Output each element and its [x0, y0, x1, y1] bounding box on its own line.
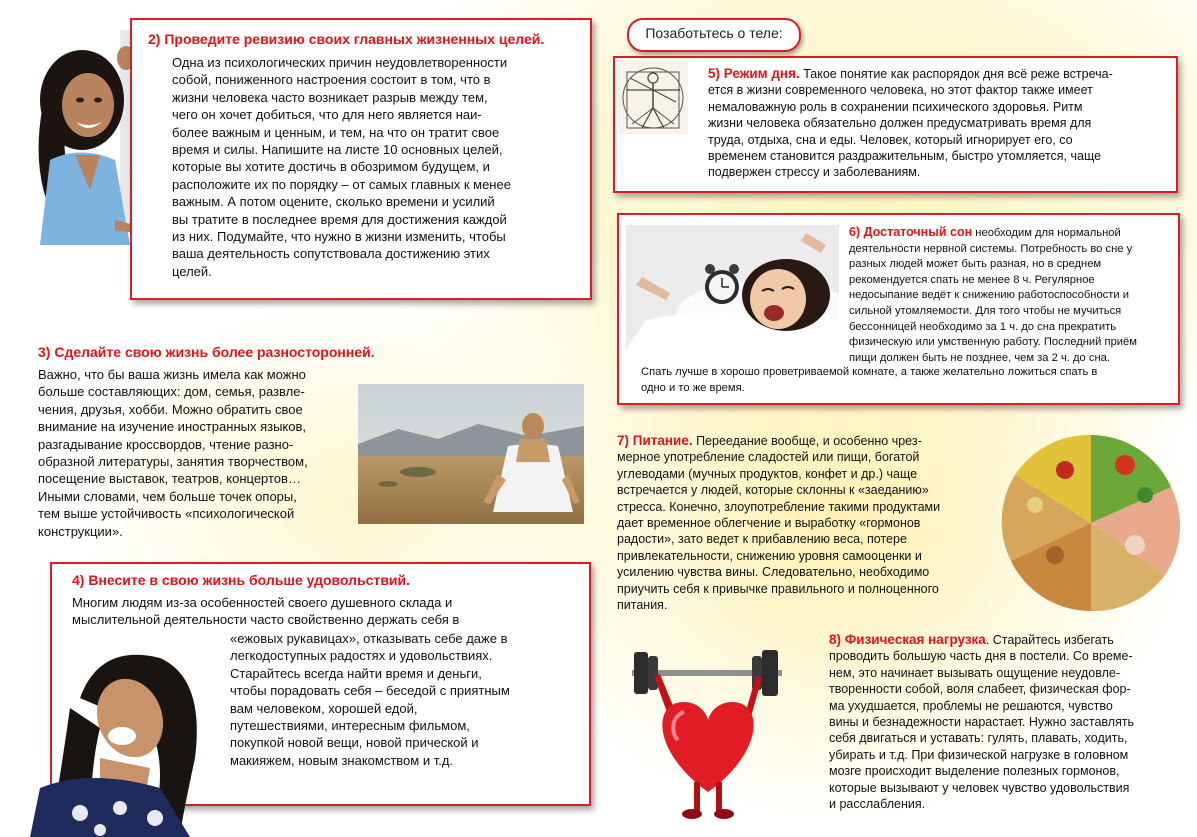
daily-routine-first-line: Такое понятие как распорядок дня всё реже встреча- [799, 67, 1113, 81]
text-line: Одна из психологических причин неудовлетворенности [172, 55, 508, 70]
text-line: радости», зато ведет к прибавлению веса, потере [617, 532, 907, 547]
text-line: одно и то же время. [641, 381, 745, 394]
text-line: мозге происходит выделение полезных гормонов, [829, 764, 1120, 779]
text-line: Спать лучше в хорошо проветриваемой комнате, а также желательно ложиться спать в [641, 366, 1098, 378]
sleep-title: 6) Достаточный сон [849, 225, 973, 239]
woman-waking-alarm-photo [626, 225, 839, 350]
text-line: собой, пониженного настроения состоит в том, что в [172, 72, 491, 88]
text-line: больше составляющих: дом, семья, развле- [38, 384, 305, 400]
text-line: тем выше устойчивость «психологической [38, 506, 295, 522]
text-line: важным. А потом оцените, сколько времени и усилий [172, 194, 495, 210]
text-line: жизни человека обязательно должен предусматривать время для [708, 116, 1092, 131]
text-line: дает временное облегчение и выработку «гормонов [617, 516, 921, 531]
text-line: подвержен стрессу и заболеваниям. [708, 165, 921, 180]
text-line: ваша деятельность сопутствовала достижению этих [172, 246, 490, 262]
text-line: немаловажную роль в сохранении психического здоровья. Ритм [708, 99, 1083, 114]
text-line: более важным и ценным, и тем, на что он тратит свое [172, 124, 500, 140]
text-line: посещение выставок, театров, концертов… [38, 471, 301, 487]
physical-activity-text [829, 632, 1179, 812]
text-line: временем становится раздражительным, быстро утомляется, чаще [708, 149, 1102, 164]
diverse-life-text [38, 366, 348, 540]
text-line [849, 225, 1174, 242]
text-line: углеводами (мучных продуктов, конфет и др.) чаще [617, 466, 918, 481]
text-line: приучить себя к привычке правильного и полноценного [617, 581, 939, 596]
text-line: Старайтесь всегда найти время и деньги, [230, 665, 482, 681]
text-line: расположите их по порядку – от самых главных к менее [172, 176, 511, 192]
text-line: мерное употребление сладостей или пищи, богатой [617, 450, 920, 465]
text-line: рекомендуется спать не менее 8 ч. Регулярное [849, 273, 1095, 286]
goals-review-text [172, 54, 587, 280]
vitruvian-man-image [618, 60, 688, 134]
text-line: покупкой новой вещи, новой прической и [230, 735, 479, 751]
text-line: убирать и т.д. При физической нагрузке в головном [829, 747, 1129, 762]
sleep-card [617, 213, 1180, 405]
goals-review-card [130, 18, 592, 300]
text-line: время и силы. Напишите на листе 10 основных целей, [172, 142, 503, 158]
sleep-text [849, 225, 1174, 366]
text-line: стресса. Конечно, злоупотребление такими продуктами [617, 499, 941, 514]
text-line: чения, друзья, хобби. Можно обратить свое [38, 401, 303, 417]
text-line: бессонницей необходимо за 1 ч. до сна прекратить [849, 320, 1117, 333]
text-line: труда, отдыха, сна и еды. Человек, который игнорирует его, со [708, 132, 1073, 147]
text-line: макияжем, новым знакомством и т.д. [230, 752, 454, 768]
physical-activity-title: 8) Физическая нагрузка [829, 632, 986, 647]
text-line: жизни человека часто возникает разрыв между тем, [172, 89, 488, 105]
text-line: деятельности нервной системы. Потребность во сне у [849, 242, 1133, 255]
woman-laughing-photo [30, 638, 220, 837]
text-line: встречается у людей, которые склонны к «заеданию» [617, 483, 929, 498]
heart-dumbbell-image [612, 632, 798, 827]
text-line: питания. [617, 598, 668, 613]
text-line: легкодоступных радостях и удовольствиях. [230, 648, 493, 664]
text-line: целей. [172, 263, 212, 279]
text-line: привлекательности, снижению уровня самооценки и [617, 548, 922, 563]
text-line: чего он хочет добиться, что для него является наи- [172, 107, 482, 123]
text-line: недосыпание ведёт к снижению работоспособности и [849, 289, 1130, 302]
text-line: мыслительной деятельности часто свойственно держать себя в [72, 612, 460, 628]
text-line: проводить большую часть дня в постели. Со време- [829, 649, 1133, 664]
text-line: которые вы хотите достичь в обозримом будущем, и [172, 159, 490, 175]
text-line: путешествиями, интересным фильмом, [230, 718, 470, 734]
text-line: Иными словами, чем больше точек опоры, [38, 488, 297, 504]
text-line: сильной утомляемости. Для того чтобы не мучиться [849, 304, 1122, 317]
text-line: разных людей может быть разная, но в среднем [849, 258, 1102, 271]
text-line: внимание на изучение иностранных языков, [38, 419, 307, 435]
pleasures-title: 4) Внесите в свою жизнь больше удовольствий. [72, 572, 411, 588]
text-line: Многим людям из-за особенностей своего душевного склада и [72, 595, 453, 610]
goals-review-title: 2) Проведите ревизию своих главных жизненных целей. [148, 31, 545, 47]
text-line [617, 433, 992, 449]
text-line: конструкции». [38, 523, 123, 539]
text-line: из них. Подумайте, что нужно в жизни изменить, чтобы [172, 229, 506, 245]
text-line: образной литературы, занятия творчеством, [38, 454, 308, 470]
text-line: себя двигаться и уставать: гулять, плавать, ходить, [829, 731, 1128, 746]
daily-routine-card [613, 56, 1178, 193]
pleasures-text-full [72, 594, 587, 629]
text-line: которые вызывают у человек чувство удовольствия [829, 780, 1130, 795]
text-line [708, 66, 1173, 82]
body-care-banner: Позаботьтесь о теле: [627, 18, 801, 52]
nutrition-title: 7) Питание. [617, 433, 693, 448]
sleep-first-line: необходим для нормальной [972, 227, 1121, 239]
diverse-life-title: 3) Сделайте свою жизнь более разносторонней. [38, 344, 375, 360]
text-line [829, 632, 1179, 648]
daily-routine-title: 5) Режим дня. [708, 66, 800, 81]
text-line: вам человеком, хорошей едой, [230, 700, 418, 716]
text-line: и расслабления. [829, 797, 926, 812]
text-line: ется в жизни современного человека, но этот фактор также имеет [708, 83, 1093, 98]
text-line: пищи должен быть не позднее, чем за 2 ч. до сна. [849, 351, 1110, 364]
text-line: усилению чувства вины. Следовательно, необходимо [617, 565, 930, 580]
text-line: физическую или умственную работу. Последний приём [849, 336, 1137, 349]
physical-activity-first-line: . Старайтесь избегать [985, 633, 1114, 647]
text-line: Важно, что бы ваша жизнь имела как можно [38, 367, 306, 382]
food-pie-photo [995, 425, 1187, 615]
daily-routine-text [708, 66, 1173, 181]
text-line: «ежовых рукавицах», отказывать себе даже в [230, 631, 508, 646]
pleasures-text-indent [230, 630, 575, 769]
text-line: вины и безнадежности нарастает. Нужно заставлять [829, 715, 1135, 730]
nutrition-first-line: Переедание вообще, и особенно чрез- [692, 434, 922, 448]
nutrition-text [617, 433, 992, 613]
text-line: чтобы порадовать себя – беседой с приятным [230, 683, 510, 699]
text-line: разгадывание кроссвордов, чтение разно- [38, 436, 294, 452]
text-line: нем, это начинает вызывать ощущение неудовле- [829, 665, 1120, 680]
sleep-bottom-text [641, 365, 1176, 396]
text-line: вы тратите в последнее время для достижения каждой [172, 211, 507, 227]
meditation-desert-photo [358, 384, 584, 524]
text-line: творенности собой, воля слабеет, физическая фор- [829, 682, 1131, 697]
text-line: ма ухудшается, проблемы не решаются, чувство [829, 698, 1113, 713]
